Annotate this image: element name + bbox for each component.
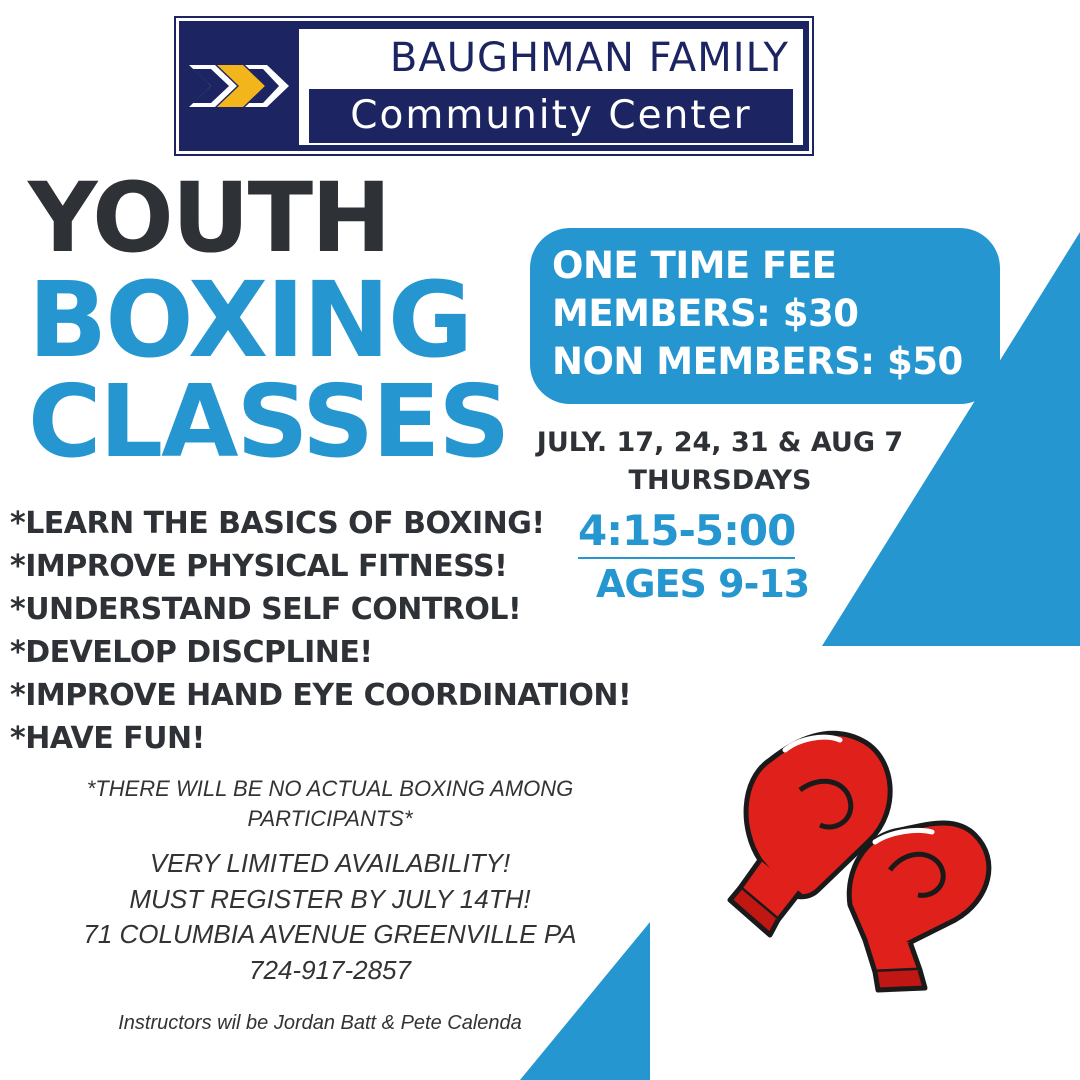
- benefits-list: [10, 502, 631, 760]
- right-glove: [849, 823, 989, 990]
- age-range: AGES 9-13: [596, 562, 810, 606]
- class-day: THURSDAYS: [628, 465, 812, 496]
- address: 71 COLUMBIA AVENUE GREENVILLE PA: [83, 919, 577, 949]
- list-item: *DEVELOP DISCPLINE!: [10, 635, 373, 670]
- boxing-gloves-icon: [700, 720, 1040, 1010]
- note-line-1: *THERE WILL BE NO ACTUAL BOXING AMONG: [86, 776, 574, 801]
- fee-title: ONE TIME FEE: [552, 244, 837, 287]
- register-deadline: MUST REGISTER BY JULY 14TH!: [129, 883, 531, 914]
- headline-classes: CLASSES: [28, 363, 509, 480]
- list-item: *HAVE FUN!: [10, 721, 205, 756]
- disclaimer-note: [60, 774, 600, 834]
- availability-text: VERY LIMITED AVAILABILITY!: [149, 848, 511, 878]
- class-time: 4:15-5:00: [578, 506, 795, 559]
- list-item: *LEARN THE BASICS OF BOXING!: [10, 506, 545, 541]
- list-item: *UNDERSTAND SELF CONTROL!: [10, 592, 522, 627]
- note-line-2: PARTICIPANTS*: [247, 806, 413, 831]
- class-dates: JULY. 17, 24, 31 & AUG 7: [536, 427, 904, 458]
- list-item: *IMPROVE PHYSICAL FITNESS!: [10, 549, 508, 584]
- non-member-fee: NON MEMBERS: $50: [552, 340, 963, 383]
- member-fee: MEMBERS: $30: [552, 292, 859, 335]
- headline-youth: YOUTH: [28, 162, 390, 274]
- list-item: *IMPROVE HAND EYE COORDINATION!: [10, 678, 632, 713]
- community-center-logo: [176, 18, 812, 154]
- headline-boxing: BOXING: [28, 259, 472, 381]
- instructors-text: Instructors wil be Jordan Batt & Pete Calenda: [118, 1012, 522, 1034]
- schedule-dates-block: [520, 424, 920, 500]
- chevron-arrows-logo-icon: [189, 51, 289, 121]
- registration-info: [40, 846, 620, 988]
- fee-box: [530, 228, 1000, 404]
- logo-subtitle: Community Center: [309, 89, 793, 143]
- phone-number: 724-917-2857: [249, 954, 411, 985]
- logo-text-panel: [299, 29, 803, 145]
- logo-name: BAUGHMAN FAMILY: [389, 35, 789, 81]
